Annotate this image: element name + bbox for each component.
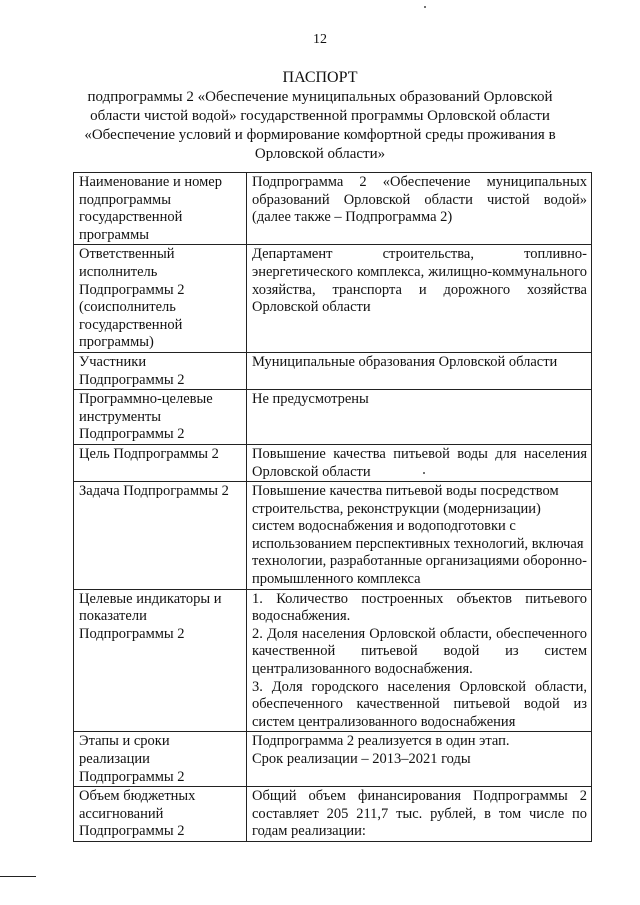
row-value-text: Подпрограмма 2 реализуется в один этап. <box>252 733 510 750</box>
row-label: Объем бюджетных ассигнований Подпрограммы 2 <box>74 787 247 842</box>
row-value <box>247 352 592 389</box>
row-value <box>247 732 592 787</box>
row-label: Ответственный исполнитель Подпрограммы 2 (соисполнитель государственной программы) <box>74 245 247 353</box>
header-line: Орловской области» <box>254 146 386 162</box>
header-line: области чистой водой» государственной программы Орловской области <box>90 108 550 124</box>
row-value-text: Подпрограмма 2 «Обеспечение муниципальных образований Орловской области чистой водой» (далее также – Подпрограмма 2) <box>252 174 587 226</box>
row-value-text: Повышение качества питьевой воды для населения Орловской области <box>252 445 587 480</box>
table-row <box>74 173 592 245</box>
page-number: 12 <box>313 32 327 47</box>
row-value-text: Срок реализации – 2013–2021 годы <box>252 751 471 767</box>
row-value-text: Муниципальные образования Орловской области <box>252 353 558 370</box>
row-value <box>247 173 592 245</box>
scan-speck <box>423 472 425 474</box>
row-label: Задача Подпрограммы 2 <box>74 482 247 590</box>
table-row <box>74 787 592 842</box>
table-row <box>74 444 592 481</box>
document-title: ПАСПОРТ <box>282 69 358 86</box>
table-row <box>74 245 592 353</box>
row-value-text: Общий объем финансирования Подпрограммы 2 составляет 205 211,7 тыс. рублей, в том числе по годам реализации: <box>252 788 587 840</box>
row-label: Участники Подпрограммы 2 <box>74 352 247 389</box>
row-label: Наименование и номер подпрограммы государственной программы <box>74 173 247 245</box>
table-row <box>74 732 592 787</box>
row-value-text: 3. Доля городского населения Орловской области, обеспеченного качественной питьевой водой из систем централизованного водоснабжения <box>252 678 587 730</box>
row-value <box>247 390 592 445</box>
row-label: Программно-целевые инструменты Подпрограммы 2 <box>74 390 247 445</box>
document-header <box>60 68 580 164</box>
row-value <box>247 787 592 842</box>
passport-table <box>73 172 592 842</box>
scan-speck <box>424 6 426 8</box>
row-value-text: 1. Количество построенных объектов питьевого водоснабжения. <box>252 590 587 625</box>
row-value-text: 2. Доля населения Орловской области, обеспеченного качественной питьевой водой из систем централизованного водоснабжения. <box>252 625 587 678</box>
header-line: «Обеспечение условий и формирование комфортной среды проживания в <box>84 127 556 143</box>
row-value <box>247 589 592 732</box>
row-value <box>247 245 592 353</box>
row-value-text: Повышение качества питьевой воды посредством строительства, реконструкции (модернизации) систем водоснабжения и водоподготовки с использованием перспективных технологий, включая технологии, разработанные организациями оборонно-промышленного комплекса <box>252 483 587 588</box>
table-row <box>74 390 592 445</box>
row-value <box>247 444 592 481</box>
row-value-text: Департамент строительства, топливно-энергетического комплекса, жилищно-коммунального хозяйства, транспорта и дорожного хозяйства Орловской области <box>252 246 587 316</box>
scan-edge-mark <box>0 876 36 877</box>
row-label: Этапы и сроки реализации Подпрограммы 2 <box>74 732 247 787</box>
row-label: Цель Подпрограммы 2 <box>74 444 247 481</box>
table-row <box>74 482 592 590</box>
header-line: подпрограммы 2 «Обеспечение муниципальных образований Орловской <box>87 89 553 105</box>
row-value-text: Не предусмотрены <box>252 391 369 408</box>
table-row <box>74 589 592 732</box>
row-value <box>247 482 592 590</box>
table-row <box>74 352 592 389</box>
row-label: Целевые индикаторы и показатели Подпрограммы 2 <box>74 589 247 732</box>
